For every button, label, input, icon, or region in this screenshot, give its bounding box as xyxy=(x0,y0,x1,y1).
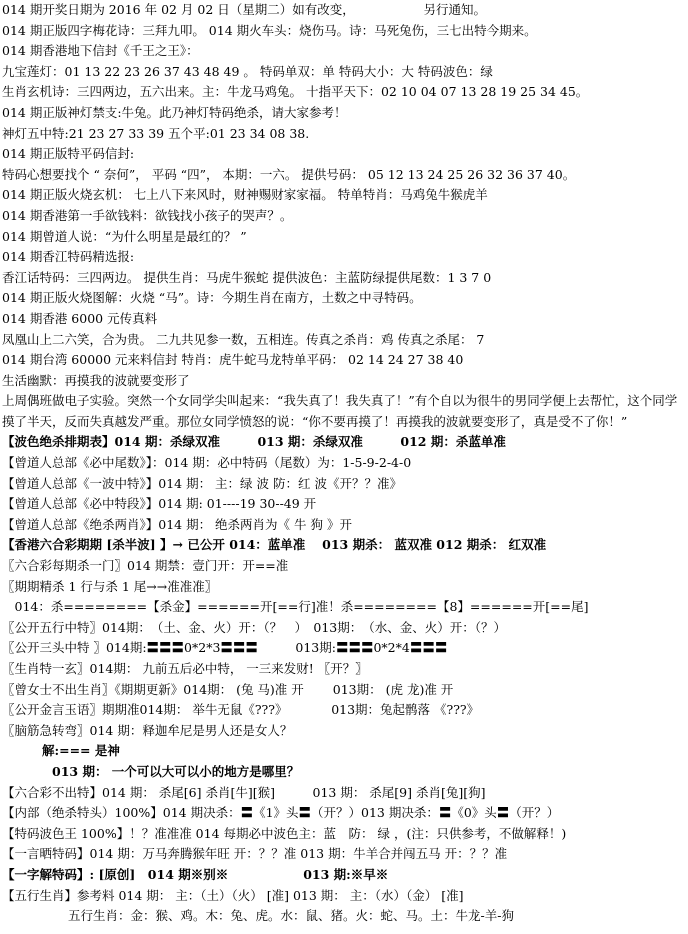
text-line: 〖期期精杀 1 行与杀 1 尾→→准准准〗 xyxy=(2,578,218,594)
text-line: 【特码波色王 100%】！？准准准 014 每期必中波色主：蓝 防： 绿 ，(注：只供参考，不做解释！) xyxy=(2,825,567,841)
text-line: 〖曾女士不出生肖〗《期期更新》014期： (兔 马)准 开 013期： (虎 龙)准 开 xyxy=(2,681,454,697)
text-line: 【香港六合彩期期 [杀半波] 】→ 已公开 014：蓝单准 013 期杀： 蓝双准 012 期杀： 红双准 xyxy=(2,537,547,553)
text-line: 014 期正版火烧玄机： 七上八下来风时，财神赐财家家福。 特单特肖：马鸡兔牛猴虎羊 xyxy=(2,187,488,203)
text-line: 【内部（绝杀特头）100%】014 期决杀：〓《1》头〓（开？）013 期决杀：〓《0》头〓（开？） xyxy=(2,805,560,821)
text-line: 解:=== 是神 xyxy=(42,743,120,759)
text-line: 014 期正版神灯禁支:牛兔。此乃神灯特码绝杀，请大家参考！ xyxy=(2,104,347,120)
text-line: 014 期正版特平码信封: xyxy=(2,146,135,162)
text-line: 【曾道人总部《一波中特》】014 期： 主：绿 波 防：红 波《开？？准》 xyxy=(2,475,402,491)
text-line: 【波色绝杀排期表】014 期：杀绿双准 013 期：杀绿双准 012 期：杀蓝单准 xyxy=(2,434,506,450)
text-line: 【一字解特码】: [原创] 014 期※别※ 013 期:※早※ xyxy=(2,866,389,882)
joke-paragraph: 上周偶班做电子实验。突然一个女同学尖叫起来：“我失真了！我失真了！”有个自以为很牛的男同学便上去帮忙，这个同学摸了半天，反而失真越发严重。那位女同学愤怒的说：“你不要再摸了！再摸我的波就要变形了，真是受不了你！” xyxy=(2,393,678,429)
text-line: 〖脑筋急转弯〗014 期：释迦牟尼是男人还是女人？ xyxy=(2,722,293,738)
text-line: 014 期正版火烧图解：火烧 “马”。诗：今期生肖在南方，土数之中寻特码。 xyxy=(2,290,422,306)
text-line: 014 期香港 6000 元传真料 xyxy=(2,310,158,326)
text-line: 神灯五中特:21 23 27 33 39 五个平:01 23 34 08 38. xyxy=(2,125,310,141)
text-line: 【一言晒特码】014 期：万马奔腾猴年旺 开：？？准 013 期：牛羊合并闯五马 开：？？准 xyxy=(2,846,508,862)
text-line: 凤凰山上二六笑，合为贵。 二九共见参一数，五相连。传真之杀肖：鸡 传真之杀尾： 7 xyxy=(2,331,485,347)
text-line: 【六合彩不出特】014 期： 杀尾[6] 杀肖[牛][猴] 013 期： 杀尾[9] 杀肖[兔][狗] xyxy=(2,784,486,800)
text-line: 〖公开金言玉语〗期期准014期： 举牛无鼠《???》 013期：兔起鹘落 《???》 xyxy=(2,702,480,718)
text-line: 014 期台湾 60000 元来料信封 特肖：虎牛蛇马龙特单平码： 02 14 24 27 38 40 xyxy=(2,352,464,368)
text-line: 〖生肖特一玄〗014期： 九前五后必中特， 一三来发财! 〖开？〗 xyxy=(2,661,368,676)
text-line: 【曾道人总部《绝杀两肖》】014 期： 绝杀两肖为《 牛 狗 》开 xyxy=(2,516,352,532)
text-line: 九宝莲灯：01 13 22 23 26 37 43 48 49 。 特码单双：单 特码大小：大 特码波色：绿 xyxy=(2,63,493,79)
text-line: 013 期： 一个可以大可以小的地方是哪里？ xyxy=(52,763,300,779)
text-line: 014 期香港第一手欲钱料：欲钱找小孩子的哭声？。 xyxy=(2,207,293,223)
text-line: 【曾道人总部《必中特段》】014 期: 01----19 30--49 开 xyxy=(2,496,317,512)
text-line: 〖六合彩每期杀一门〗014 期禁：壹门开：开==准 xyxy=(2,558,289,574)
text-line: 014 期正版四字梅花诗：三拜九叩。 014 期火车头：烧伤马。诗：马死兔伤，三七出特今期来。 xyxy=(2,22,537,38)
text-line: 【五行生肖】参考料 014 期： 主：（土）（火） [准] 013 期： 主：（水）（金） [准] xyxy=(2,887,464,903)
text-line: 014 期开奖日期为 2016 年 02 月 02 日（星期二）如有改变， 另行通知。 xyxy=(2,2,487,17)
text-line: 生肖玄机诗：三四两边，五六出来。主：牛龙马鸡兔。 十指平天下：02 10 04 07 13 28 19 25 34 45。 xyxy=(2,84,589,100)
text-line: 014：杀========【杀金】======开[==行]准！杀========【8】======开[==尾] xyxy=(2,599,589,615)
text-line: 五行生肖：金：猴、鸡。木：兔、虎。水：鼠、猪。火：蛇、马。土：牛龙-羊-狗 xyxy=(68,908,514,924)
text-line: 生活幽默：再摸我的波就要变形了 xyxy=(2,372,190,388)
text-line: 【曾道人总部《必中尾数》】：014 期：必中特码（尾数）为：1-5-9-2-4-0 xyxy=(2,455,412,471)
text-line: 〖公开五行中特〗014期： （土、金、火）开：（？ ） 013期： （水、金、火）开：（？） xyxy=(2,619,506,635)
text-line: 014 期香江特码精选报: xyxy=(2,249,135,265)
text-line: 〖公开三头中特 〗014期:〓〓〓0*2*3〓〓〓 013期:〓〓〓0*2*4〓〓〓 xyxy=(2,640,448,656)
text-line: 香江话特码：三四两边。 提供生肖：马虎牛猴蛇 提供波色：主蓝防绿提供尾数：1 3 7 0 xyxy=(2,269,492,285)
text-line: 014 期曾道人说：“为什么明星是最红的？ ” xyxy=(2,228,247,244)
text-line: 特码心想要找个 “ 奈何”， 平码 “四”， 本期：一六。 提供号码： 05 12 13 24 25 26 32 36 37 40。 xyxy=(2,166,576,182)
text-line: 014 期香港地下信封《千王之王》： xyxy=(2,43,199,59)
